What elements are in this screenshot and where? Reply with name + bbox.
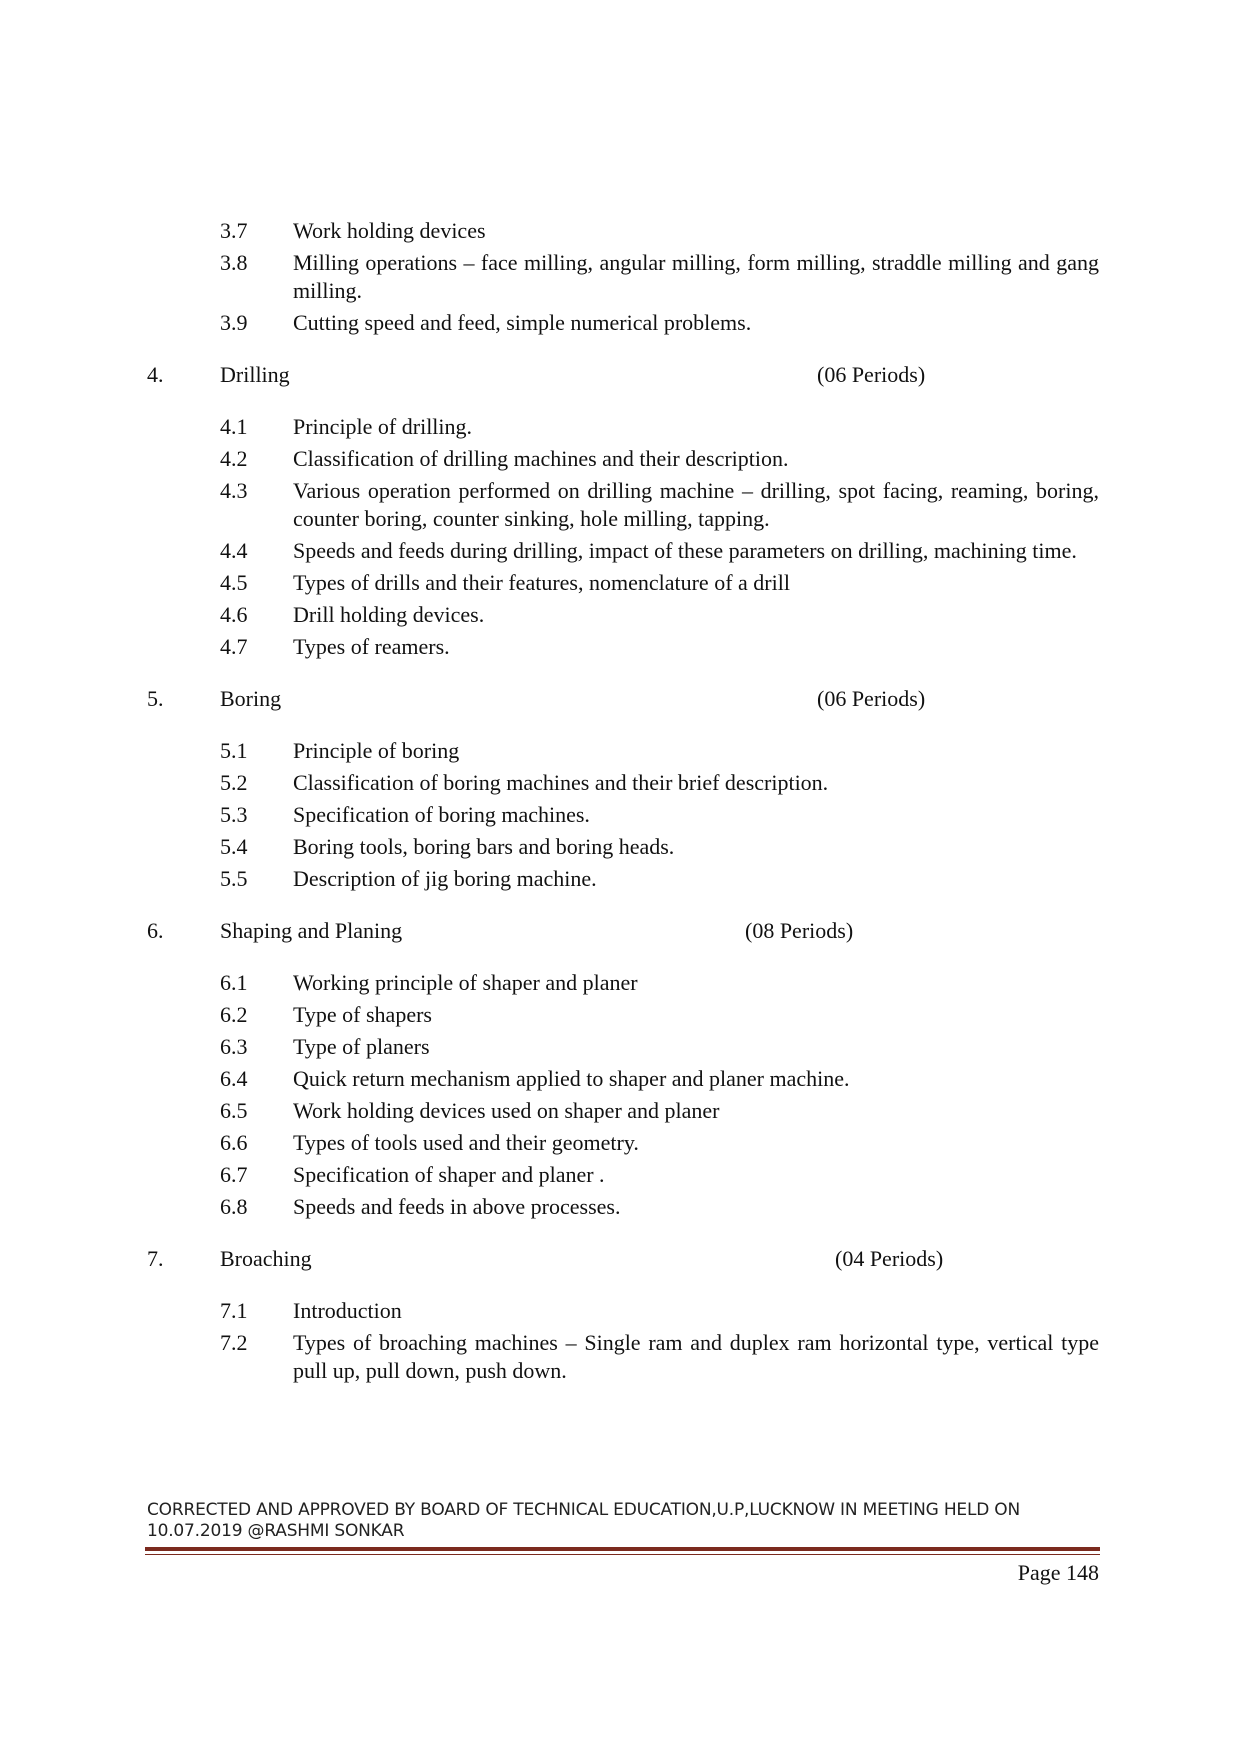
unit-periods: (08 Periods)	[745, 918, 854, 943]
item-number: 7.1	[220, 1298, 248, 1323]
item-text: Cutting speed and feed, simple numerical problems.	[293, 310, 752, 335]
list-item	[147, 601, 1099, 629]
item-number: 6.2	[220, 1002, 248, 1027]
item-number: 5.2	[220, 770, 248, 795]
item-text: Type of planers	[293, 1034, 430, 1059]
unit-heading-boring	[147, 685, 1099, 713]
item-number: 6.1	[220, 970, 248, 995]
unit-7-items	[147, 1297, 1099, 1385]
list-item	[147, 445, 1099, 473]
item-text: Work holding devices used on shaper and planer	[293, 1098, 720, 1123]
unit-periods: (06 Periods)	[817, 686, 926, 711]
item-text: Types of broaching machines – Single ram and duplex ram horizontal type, vertical type pull up, pull down, push down.	[293, 1330, 1099, 1383]
unit-4-items	[147, 413, 1099, 661]
unit-number: 6.	[147, 918, 164, 943]
list-item	[147, 249, 1099, 305]
unit-periods: (04 Periods)	[835, 1246, 944, 1271]
list-item	[147, 865, 1099, 893]
item-number: 3.7	[220, 218, 248, 243]
list-item	[147, 1065, 1099, 1093]
item-text: Classification of drilling machines and their description.	[293, 446, 789, 471]
item-number: 4.7	[220, 634, 248, 659]
item-text: Speeds and feeds in above processes.	[293, 1194, 621, 1219]
unit-number: 4.	[147, 362, 164, 387]
item-text: Types of drills and their features, nomenclature of a drill	[293, 570, 790, 595]
item-number: 4.4	[220, 538, 248, 563]
syllabus-content	[147, 217, 1099, 1409]
unit-periods: (06 Periods)	[817, 362, 926, 387]
unit-6-items	[147, 969, 1099, 1221]
item-number: 5.3	[220, 802, 248, 827]
item-text: Types of reamers.	[293, 634, 450, 659]
unit-heading-drilling	[147, 361, 1099, 389]
item-text: Quick return mechanism applied to shaper and planer machine.	[293, 1066, 850, 1091]
item-number: 5.1	[220, 738, 248, 763]
item-number: 5.5	[220, 866, 248, 891]
item-text: Boring tools, boring bars and boring heads.	[293, 834, 675, 859]
item-text: Drill holding devices.	[293, 602, 485, 627]
item-number: 4.2	[220, 446, 248, 471]
item-number: 7.2	[220, 1330, 248, 1355]
item-number: 4.1	[220, 414, 248, 439]
footer-rule-thin	[145, 1554, 1100, 1555]
item-number: 4.6	[220, 602, 248, 627]
item-number: 3.8	[220, 250, 248, 275]
item-text: Type of shapers	[293, 1002, 432, 1027]
footer-rule-thick	[145, 1547, 1100, 1551]
list-item	[147, 1329, 1099, 1385]
unit-title: Drilling	[220, 362, 290, 387]
unit-5-items	[147, 737, 1099, 893]
list-item	[147, 969, 1099, 997]
unit-title: Boring	[220, 686, 282, 711]
item-text: Types of tools used and their geometry.	[293, 1130, 639, 1155]
list-item	[147, 1129, 1099, 1157]
item-text: Principle of drilling.	[293, 414, 473, 439]
item-text: Working principle of shaper and planer	[293, 970, 638, 995]
list-item	[147, 1193, 1099, 1221]
item-number: 6.7	[220, 1162, 248, 1187]
list-item	[147, 413, 1099, 441]
unit-title: Broaching	[220, 1246, 312, 1271]
list-item	[147, 1161, 1099, 1189]
item-text: Principle of boring	[293, 738, 460, 763]
item-text: Various operation performed on drilling machine – drilling, spot facing, reaming, boring, counter boring, counter sinking, hole milling, tapping.	[293, 478, 1099, 531]
list-item	[147, 477, 1099, 533]
item-text: Description of jig boring machine.	[293, 866, 597, 891]
list-item	[147, 309, 1099, 337]
list-item	[147, 569, 1099, 597]
item-text: Specification of shaper and planer .	[293, 1162, 605, 1187]
list-item	[147, 1033, 1099, 1061]
item-text: Classification of boring machines and their brief description.	[293, 770, 829, 795]
item-number: 6.4	[220, 1066, 248, 1091]
item-number: 4.3	[220, 478, 248, 503]
footer-approval-note: CORRECTED AND APPROVED BY BOARD OF TECHNICAL EDUCATION,U.P,LUCKNOW IN MEETING HELD ON 10.07.2019 @RASHMI SONKAR	[147, 1500, 1021, 1541]
item-text: Milling operations – face milling, angular milling, form milling, straddle milling and gang milling.	[293, 250, 1099, 303]
item-number: 6.8	[220, 1194, 248, 1219]
unit-heading-broaching	[147, 1245, 1099, 1273]
list-item	[147, 1297, 1099, 1325]
page-number: Page 148	[1017, 1560, 1099, 1585]
list-item	[147, 801, 1099, 829]
item-number: 6.5	[220, 1098, 248, 1123]
item-text: Speeds and feeds during drilling, impact of these parameters on drilling, machining time.	[293, 538, 1077, 563]
section-3-items	[147, 217, 1099, 337]
item-text: Specification of boring machines.	[293, 802, 590, 827]
list-item	[147, 1001, 1099, 1029]
unit-number: 7.	[147, 1246, 164, 1271]
list-item	[147, 737, 1099, 765]
list-item	[147, 769, 1099, 797]
item-number: 4.5	[220, 570, 248, 595]
list-item	[147, 537, 1099, 565]
item-text: Introduction	[293, 1298, 402, 1323]
list-item	[147, 833, 1099, 861]
unit-number: 5.	[147, 686, 164, 711]
item-number: 6.6	[220, 1130, 248, 1155]
list-item	[147, 1097, 1099, 1125]
unit-heading-shaping-planing	[147, 917, 1099, 945]
list-item	[147, 633, 1099, 661]
unit-title: Shaping and Planing	[220, 918, 403, 943]
item-number: 5.4	[220, 834, 248, 859]
list-item	[147, 217, 1099, 245]
item-number: 3.9	[220, 310, 248, 335]
item-number: 6.3	[220, 1034, 248, 1059]
item-text: Work holding devices	[293, 218, 486, 243]
